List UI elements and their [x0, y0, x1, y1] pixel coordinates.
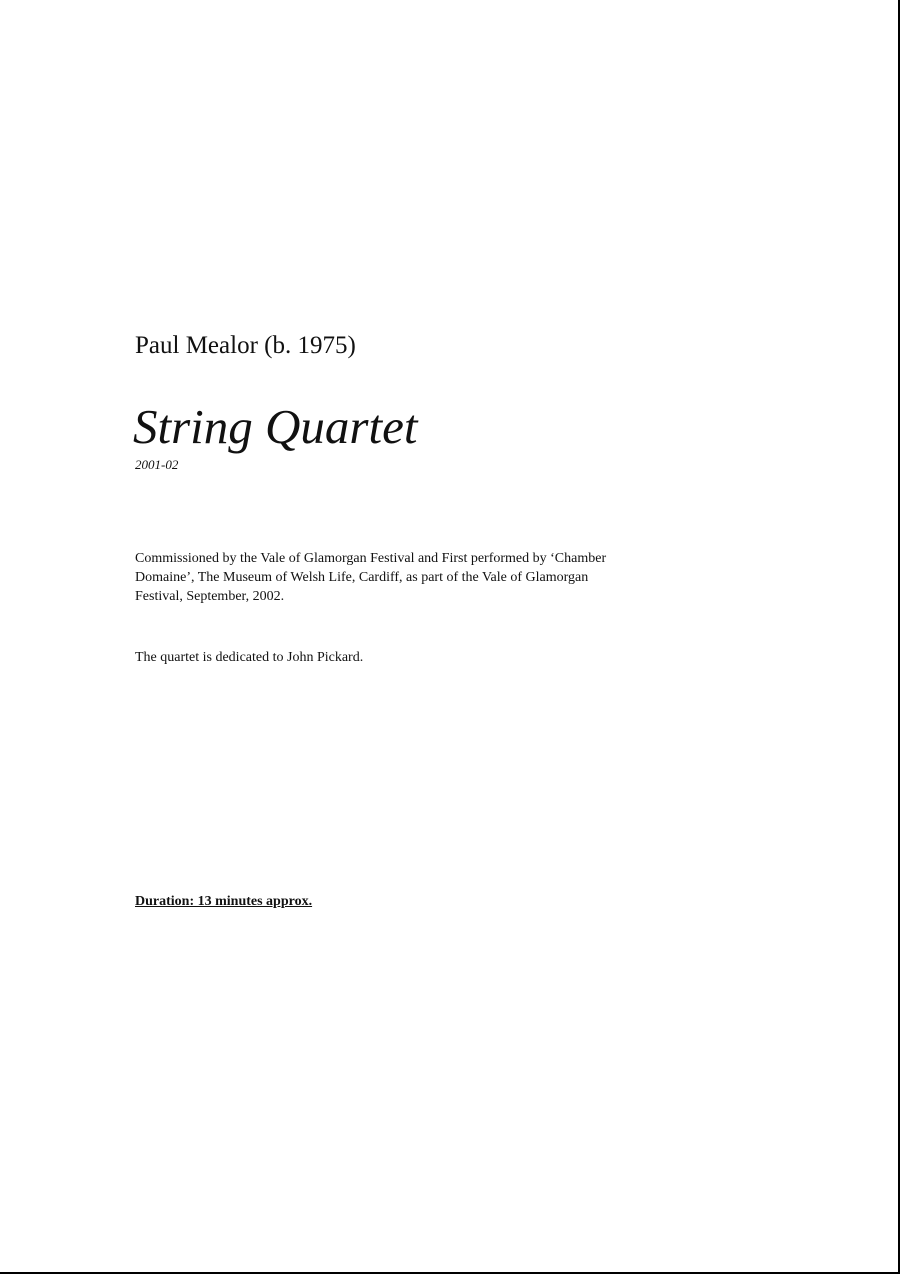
- commission-line: Commissioned by the Vale of Glamorgan Festival and First performed by ‘Chamber: [135, 551, 607, 566]
- composition-years: 2001-02: [135, 457, 179, 472]
- dedication-note: The quartet is dedicated to John Pickard.: [135, 650, 364, 665]
- composer-name: Paul Mealor (b. 1975): [135, 332, 356, 359]
- duration-note: Duration: 13 minutes approx.: [135, 894, 313, 909]
- commission-note: [135, 549, 735, 606]
- commission-line: Festival, September, 2002.: [135, 589, 285, 604]
- commission-line: Domaine’, The Museum of Welsh Life, Cardiff, as part of the Vale of Glamorgan: [135, 570, 589, 585]
- work-title: String Quartet: [133, 399, 418, 454]
